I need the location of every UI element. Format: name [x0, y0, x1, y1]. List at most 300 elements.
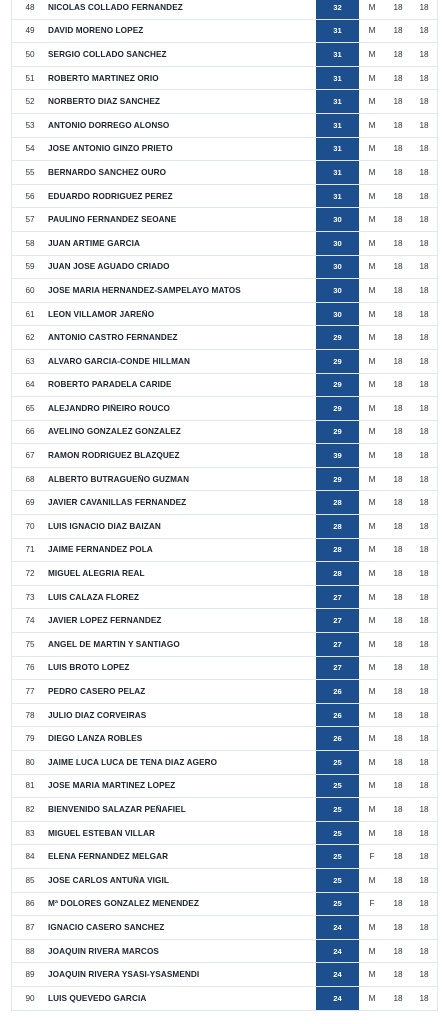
name-cell: JAIME FERNANDEZ POLA [48, 545, 153, 555]
rank-cell: 58 [25, 238, 35, 248]
sex-cell: M [368, 569, 376, 579]
rank-cell: 82 [25, 804, 35, 814]
score-cell: 28 [316, 515, 359, 538]
sex-cell: M [368, 710, 376, 720]
rank-cell: 59 [25, 262, 35, 272]
table-row[interactable] [12, 468, 437, 492]
name-cell: RAMON RODRIGUEZ BLAZQUEZ [48, 451, 180, 461]
table-row[interactable] [12, 798, 437, 822]
name-cell: JOSE ANTONIO GINZO PRIETO [48, 144, 173, 154]
category-cell: 18 [419, 687, 429, 697]
name-cell: MIGUEL ESTEBAN VILLAR [48, 828, 156, 838]
age-cell: 18 [393, 521, 403, 531]
category-cell: 18 [419, 191, 429, 201]
score-cell: 29 [316, 326, 359, 349]
score-cell: 27 [316, 609, 359, 632]
table-row[interactable] [12, 279, 437, 303]
name-cell: JULIO DIAZ CORVEIRAS [48, 710, 147, 720]
sex-cell: M [368, 49, 376, 59]
sex-cell: M [368, 993, 376, 1003]
score-cell: 28 [316, 562, 359, 585]
category-cell: 18 [419, 262, 429, 272]
name-cell: LUIS QUEVEDO GARCIA [48, 993, 147, 1003]
category-cell: 18 [419, 946, 429, 956]
table-row[interactable] [12, 421, 437, 445]
name-cell: EDUARDO RODRIGUEZ PEREZ [48, 191, 173, 201]
name-cell: BIENVENIDO SALAZAR PEÑAFIEL [48, 804, 186, 814]
score-cell: 31 [316, 43, 359, 66]
sex-cell: M [368, 2, 376, 12]
table-row[interactable] [12, 845, 437, 869]
category-cell: 18 [419, 639, 429, 649]
table-row[interactable] [12, 138, 437, 162]
score-cell: 25 [316, 822, 359, 845]
score-cell: 29 [316, 468, 359, 491]
category-cell: 18 [419, 144, 429, 154]
sex-cell: M [368, 97, 376, 107]
age-cell: 18 [393, 828, 403, 838]
age-cell: 18 [393, 144, 403, 154]
sex-cell: M [368, 144, 376, 154]
rank-cell: 76 [25, 663, 35, 673]
score-cell: 25 [316, 869, 359, 892]
rank-cell: 67 [25, 451, 35, 461]
name-cell: LEON VILLAMOR JAREÑO [48, 309, 155, 319]
table-row[interactable] [12, 657, 437, 681]
rank-cell: 49 [25, 26, 35, 36]
age-cell: 18 [393, 804, 403, 814]
score-cell: 27 [316, 633, 359, 656]
age-cell: 18 [393, 167, 403, 177]
name-cell: SERGIO COLLADO SANCHEZ [48, 49, 167, 59]
age-cell: 18 [393, 403, 403, 413]
age-cell: 18 [393, 26, 403, 36]
age-cell: 18 [393, 970, 403, 980]
rank-cell: 70 [25, 521, 35, 531]
score-cell: 26 [316, 704, 359, 727]
age-cell: 18 [393, 427, 403, 437]
category-cell: 18 [419, 852, 429, 862]
age-cell: 18 [393, 899, 403, 909]
category-cell: 18 [419, 757, 429, 767]
rank-cell: 54 [25, 144, 35, 154]
name-cell: LUIS IGNACIO DIAZ BAIZAN [48, 521, 161, 531]
rank-cell: 50 [25, 49, 35, 59]
table-row[interactable] [12, 303, 437, 327]
rank-cell: 57 [25, 215, 35, 225]
age-cell: 18 [393, 616, 403, 626]
table-row[interactable] [12, 350, 437, 374]
name-cell: ROBERTO MARTINEZ ORIO [48, 73, 159, 83]
table-row[interactable] [12, 161, 437, 185]
age-cell: 18 [393, 238, 403, 248]
name-cell: ROBERTO PARADELA CARIDE [48, 380, 172, 390]
table-row[interactable] [12, 633, 437, 657]
sex-cell: M [368, 804, 376, 814]
sex-cell: M [368, 427, 376, 437]
category-cell: 18 [419, 521, 429, 531]
age-cell: 18 [393, 569, 403, 579]
table-row[interactable] [12, 940, 437, 964]
table-row[interactable] [12, 562, 437, 586]
score-cell: 29 [316, 421, 359, 444]
table-row[interactable] [12, 893, 437, 917]
score-cell: 32 [316, 0, 359, 19]
score-cell: 30 [316, 208, 359, 231]
rank-cell: 78 [25, 710, 35, 720]
score-cell: 25 [316, 775, 359, 798]
score-cell: 25 [316, 751, 359, 774]
rank-cell: 90 [25, 993, 35, 1003]
name-cell: LUIS BROTO LOPEZ [48, 663, 130, 673]
age-cell: 18 [393, 710, 403, 720]
score-cell: 31 [316, 90, 359, 113]
sex-cell: M [368, 970, 376, 980]
rank-cell: 69 [25, 498, 35, 508]
sex-cell: M [368, 26, 376, 36]
table-row[interactable] [12, 20, 437, 44]
age-cell: 18 [393, 592, 403, 602]
sex-cell: M [368, 639, 376, 649]
name-cell: JUAN JOSE AGUADO CRIADO [48, 262, 170, 272]
category-cell: 18 [419, 828, 429, 838]
score-cell: 26 [316, 680, 359, 703]
score-cell: 28 [316, 539, 359, 562]
category-cell: 18 [419, 474, 429, 484]
name-cell: AVELINO GONZALEZ GONZALEZ [48, 427, 181, 437]
name-cell: NORBERTO DIAZ SANCHEZ [48, 97, 161, 107]
table-row[interactable] [12, 114, 437, 138]
age-cell: 18 [393, 993, 403, 1003]
rank-cell: 61 [25, 309, 35, 319]
age-cell: 18 [393, 946, 403, 956]
age-cell: 18 [393, 875, 403, 885]
rank-cell: 83 [25, 828, 35, 838]
age-cell: 18 [393, 356, 403, 366]
age-cell: 18 [393, 73, 403, 83]
sex-cell: M [368, 734, 376, 744]
age-cell: 18 [393, 285, 403, 295]
table-row[interactable] [12, 67, 437, 91]
table-row[interactable] [12, 90, 437, 114]
category-cell: 18 [419, 215, 429, 225]
table-row[interactable] [12, 397, 437, 421]
sex-cell: M [368, 498, 376, 508]
name-cell: LUIS CALAZA FLOREZ [48, 592, 140, 602]
category-cell: 18 [419, 427, 429, 437]
category-cell: 18 [419, 922, 429, 932]
score-cell: 24 [316, 940, 359, 963]
age-cell: 18 [393, 120, 403, 130]
score-cell: 29 [316, 397, 359, 420]
sex-cell: M [368, 922, 376, 932]
name-cell: ANTONIO CASTRO FERNANDEZ [48, 333, 178, 343]
sex-cell: F [369, 899, 375, 909]
age-cell: 18 [393, 734, 403, 744]
age-cell: 18 [393, 380, 403, 390]
sex-cell: F [369, 852, 375, 862]
rank-cell: 51 [25, 73, 35, 83]
score-cell: 26 [316, 727, 359, 750]
score-cell: 29 [316, 350, 359, 373]
sex-cell: M [368, 380, 376, 390]
category-cell: 18 [419, 592, 429, 602]
rank-cell: 80 [25, 757, 35, 767]
category-cell: 18 [419, 167, 429, 177]
name-cell: JOSE MARIA MARTINEZ LOPEZ [48, 781, 176, 791]
name-cell: ELENA FERNANDEZ MELGAR [48, 852, 169, 862]
score-cell: 30 [316, 303, 359, 326]
table-row[interactable] [12, 539, 437, 563]
table-row[interactable] [12, 727, 437, 751]
sex-cell: M [368, 403, 376, 413]
score-cell: 30 [316, 256, 359, 279]
score-cell: 31 [316, 185, 359, 208]
score-cell: 31 [316, 20, 359, 43]
category-cell: 18 [419, 781, 429, 791]
category-cell: 18 [419, 663, 429, 673]
category-cell: 18 [419, 451, 429, 461]
rank-cell: 84 [25, 852, 35, 862]
rank-cell: 81 [25, 781, 35, 791]
rank-cell: 89 [25, 970, 35, 980]
sex-cell: M [368, 120, 376, 130]
sex-cell: M [368, 545, 376, 555]
score-cell: 24 [316, 987, 359, 1010]
name-cell: BERNARDO SANCHEZ OURO [48, 167, 167, 177]
rank-cell: 87 [25, 922, 35, 932]
table-row[interactable] [12, 444, 437, 468]
rank-cell: 52 [25, 97, 35, 107]
score-cell: 31 [316, 138, 359, 161]
age-cell: 18 [393, 309, 403, 319]
table-row[interactable] [12, 680, 437, 704]
sex-cell: M [368, 946, 376, 956]
name-cell: ALBERTO BUTRAGUEÑO GUZMAN [48, 474, 190, 484]
sex-cell: M [368, 757, 376, 767]
category-cell: 18 [419, 498, 429, 508]
rank-cell: 68 [25, 474, 35, 484]
category-cell: 18 [419, 734, 429, 744]
table-row[interactable] [12, 185, 437, 209]
sex-cell: M [368, 474, 376, 484]
category-cell: 18 [419, 616, 429, 626]
name-cell: MIGUEL ALEGRIA REAL [48, 569, 145, 579]
name-cell: PAULINO FERNANDEZ SEOANE [48, 215, 177, 225]
category-cell: 18 [419, 49, 429, 59]
category-cell: 18 [419, 993, 429, 1003]
age-cell: 18 [393, 97, 403, 107]
age-cell: 18 [393, 215, 403, 225]
sex-cell: M [368, 73, 376, 83]
category-cell: 18 [419, 710, 429, 720]
table-row[interactable] [12, 751, 437, 775]
sex-cell: M [368, 687, 376, 697]
table-row[interactable] [12, 232, 437, 256]
score-cell: 30 [316, 279, 359, 302]
age-cell: 18 [393, 922, 403, 932]
category-cell: 18 [419, 309, 429, 319]
sex-cell: M [368, 875, 376, 885]
sex-cell: M [368, 238, 376, 248]
category-cell: 18 [419, 875, 429, 885]
sex-cell: M [368, 781, 376, 791]
score-cell: 25 [316, 893, 359, 916]
age-cell: 18 [393, 191, 403, 201]
table-row[interactable] [12, 256, 437, 280]
table-row[interactable] [12, 963, 437, 987]
age-cell: 18 [393, 639, 403, 649]
sex-cell: M [368, 663, 376, 673]
age-cell: 18 [393, 333, 403, 343]
age-cell: 18 [393, 262, 403, 272]
category-cell: 18 [419, 899, 429, 909]
sex-cell: M [368, 592, 376, 602]
rank-cell: 62 [25, 333, 35, 343]
age-cell: 18 [393, 2, 403, 12]
rank-cell: 86 [25, 899, 35, 909]
sex-cell: M [368, 309, 376, 319]
score-cell: 28 [316, 491, 359, 514]
sex-cell: M [368, 521, 376, 531]
score-cell: 31 [316, 67, 359, 90]
name-cell: JUAN ARTIME GARCIA [48, 238, 141, 248]
category-cell: 18 [419, 238, 429, 248]
category-cell: 18 [419, 2, 429, 12]
table-row[interactable] [12, 43, 437, 67]
name-cell: DAVID MORENO LOPEZ [48, 26, 144, 36]
category-cell: 18 [419, 97, 429, 107]
name-cell: JOSE MARIA HERNANDEZ-SAMPELAYO MATOS [48, 285, 241, 295]
rank-cell: 56 [25, 191, 35, 201]
rank-cell: 79 [25, 734, 35, 744]
age-cell: 18 [393, 474, 403, 484]
rank-cell: 72 [25, 569, 35, 579]
category-cell: 18 [419, 970, 429, 980]
table-row[interactable] [12, 586, 437, 610]
age-cell: 18 [393, 545, 403, 555]
table-row[interactable] [12, 0, 437, 20]
rank-cell: 55 [25, 167, 35, 177]
rank-cell: 77 [25, 687, 35, 697]
category-cell: 18 [419, 333, 429, 343]
table-row[interactable] [12, 374, 437, 398]
category-cell: 18 [419, 569, 429, 579]
name-cell: Mª DOLORES GONZALEZ MENENDEZ [48, 899, 199, 909]
score-cell: 29 [316, 374, 359, 397]
sex-cell: M [368, 285, 376, 295]
rank-cell: 63 [25, 356, 35, 366]
sex-cell: M [368, 333, 376, 343]
rank-cell: 65 [25, 403, 35, 413]
table-row[interactable] [12, 987, 437, 1011]
table-row[interactable] [12, 609, 437, 633]
age-cell: 18 [393, 781, 403, 791]
score-cell: 30 [316, 232, 359, 255]
name-cell: JAVIER CAVANILLAS FERNANDEZ [48, 498, 187, 508]
table-row[interactable] [12, 869, 437, 893]
name-cell: JAIME LUCA LUCA DE TENA DIAZ AGERO [48, 757, 218, 767]
score-cell: 25 [316, 798, 359, 821]
category-cell: 18 [419, 285, 429, 295]
category-cell: 18 [419, 73, 429, 83]
name-cell: ANTONIO DORREGO ALONSO [48, 120, 170, 130]
age-cell: 18 [393, 498, 403, 508]
table-row[interactable] [12, 515, 437, 539]
category-cell: 18 [419, 356, 429, 366]
name-cell: ALEJANDRO PIÑEIRO ROUCO [48, 403, 170, 413]
category-cell: 18 [419, 120, 429, 130]
age-cell: 18 [393, 451, 403, 461]
rank-cell: 85 [25, 875, 35, 885]
table-row[interactable] [12, 704, 437, 728]
age-cell: 18 [393, 687, 403, 697]
age-cell: 18 [393, 663, 403, 673]
name-cell: JOSE CARLOS ANTUÑA VIGIL [48, 875, 169, 885]
rank-cell: 71 [25, 545, 35, 555]
rank-cell: 74 [25, 616, 35, 626]
name-cell: DIEGO LANZA ROBLES [48, 734, 143, 744]
table-row[interactable] [12, 775, 437, 799]
name-cell: PEDRO CASERO PELAZ [48, 687, 146, 697]
rank-cell: 53 [25, 120, 35, 130]
table-row[interactable] [12, 916, 437, 940]
sex-cell: M [368, 828, 376, 838]
name-cell: ANGEL DE MARTIN Y SANTIAGO [48, 639, 180, 649]
score-cell: 39 [316, 444, 359, 467]
score-cell: 25 [316, 845, 359, 868]
name-cell: ALVARO GARCIA-CONDE HILLMAN [48, 356, 191, 366]
category-cell: 18 [419, 804, 429, 814]
sex-cell: M [368, 191, 376, 201]
sex-cell: M [368, 215, 376, 225]
sex-cell: M [368, 356, 376, 366]
name-cell: IGNACIO CASERO SANCHEZ [48, 922, 165, 932]
score-cell: 27 [316, 657, 359, 680]
category-cell: 18 [419, 26, 429, 36]
rank-cell: 66 [25, 427, 35, 437]
table-row[interactable] [12, 822, 437, 846]
name-cell: JOAQUIN RIVERA YSASI-YSASMENDI [48, 970, 200, 980]
table-row[interactable] [12, 208, 437, 232]
rank-cell: 73 [25, 592, 35, 602]
name-cell: JAVIER LOPEZ FERNANDEZ [48, 616, 162, 626]
rank-cell: 48 [25, 2, 35, 12]
rank-cell: 60 [25, 285, 35, 295]
table-row[interactable] [12, 326, 437, 350]
sex-cell: M [368, 616, 376, 626]
score-cell: 27 [316, 586, 359, 609]
category-cell: 18 [419, 403, 429, 413]
age-cell: 18 [393, 49, 403, 59]
score-cell: 24 [316, 963, 359, 986]
rank-cell: 88 [25, 946, 35, 956]
score-cell: 31 [316, 161, 359, 184]
table-row[interactable] [12, 491, 437, 515]
name-cell: JOAQUIN RIVERA MARCOS [48, 946, 159, 956]
rank-cell: 64 [25, 380, 35, 390]
sex-cell: M [368, 262, 376, 272]
age-cell: 18 [393, 852, 403, 862]
age-cell: 18 [393, 757, 403, 767]
score-cell: 31 [316, 114, 359, 137]
rank-cell: 75 [25, 639, 35, 649]
category-cell: 18 [419, 380, 429, 390]
name-cell: NICOLAS COLLADO FERNANDEZ [48, 2, 183, 12]
category-cell: 18 [419, 545, 429, 555]
ranking-table [11, 0, 438, 1011]
score-cell: 24 [316, 916, 359, 939]
